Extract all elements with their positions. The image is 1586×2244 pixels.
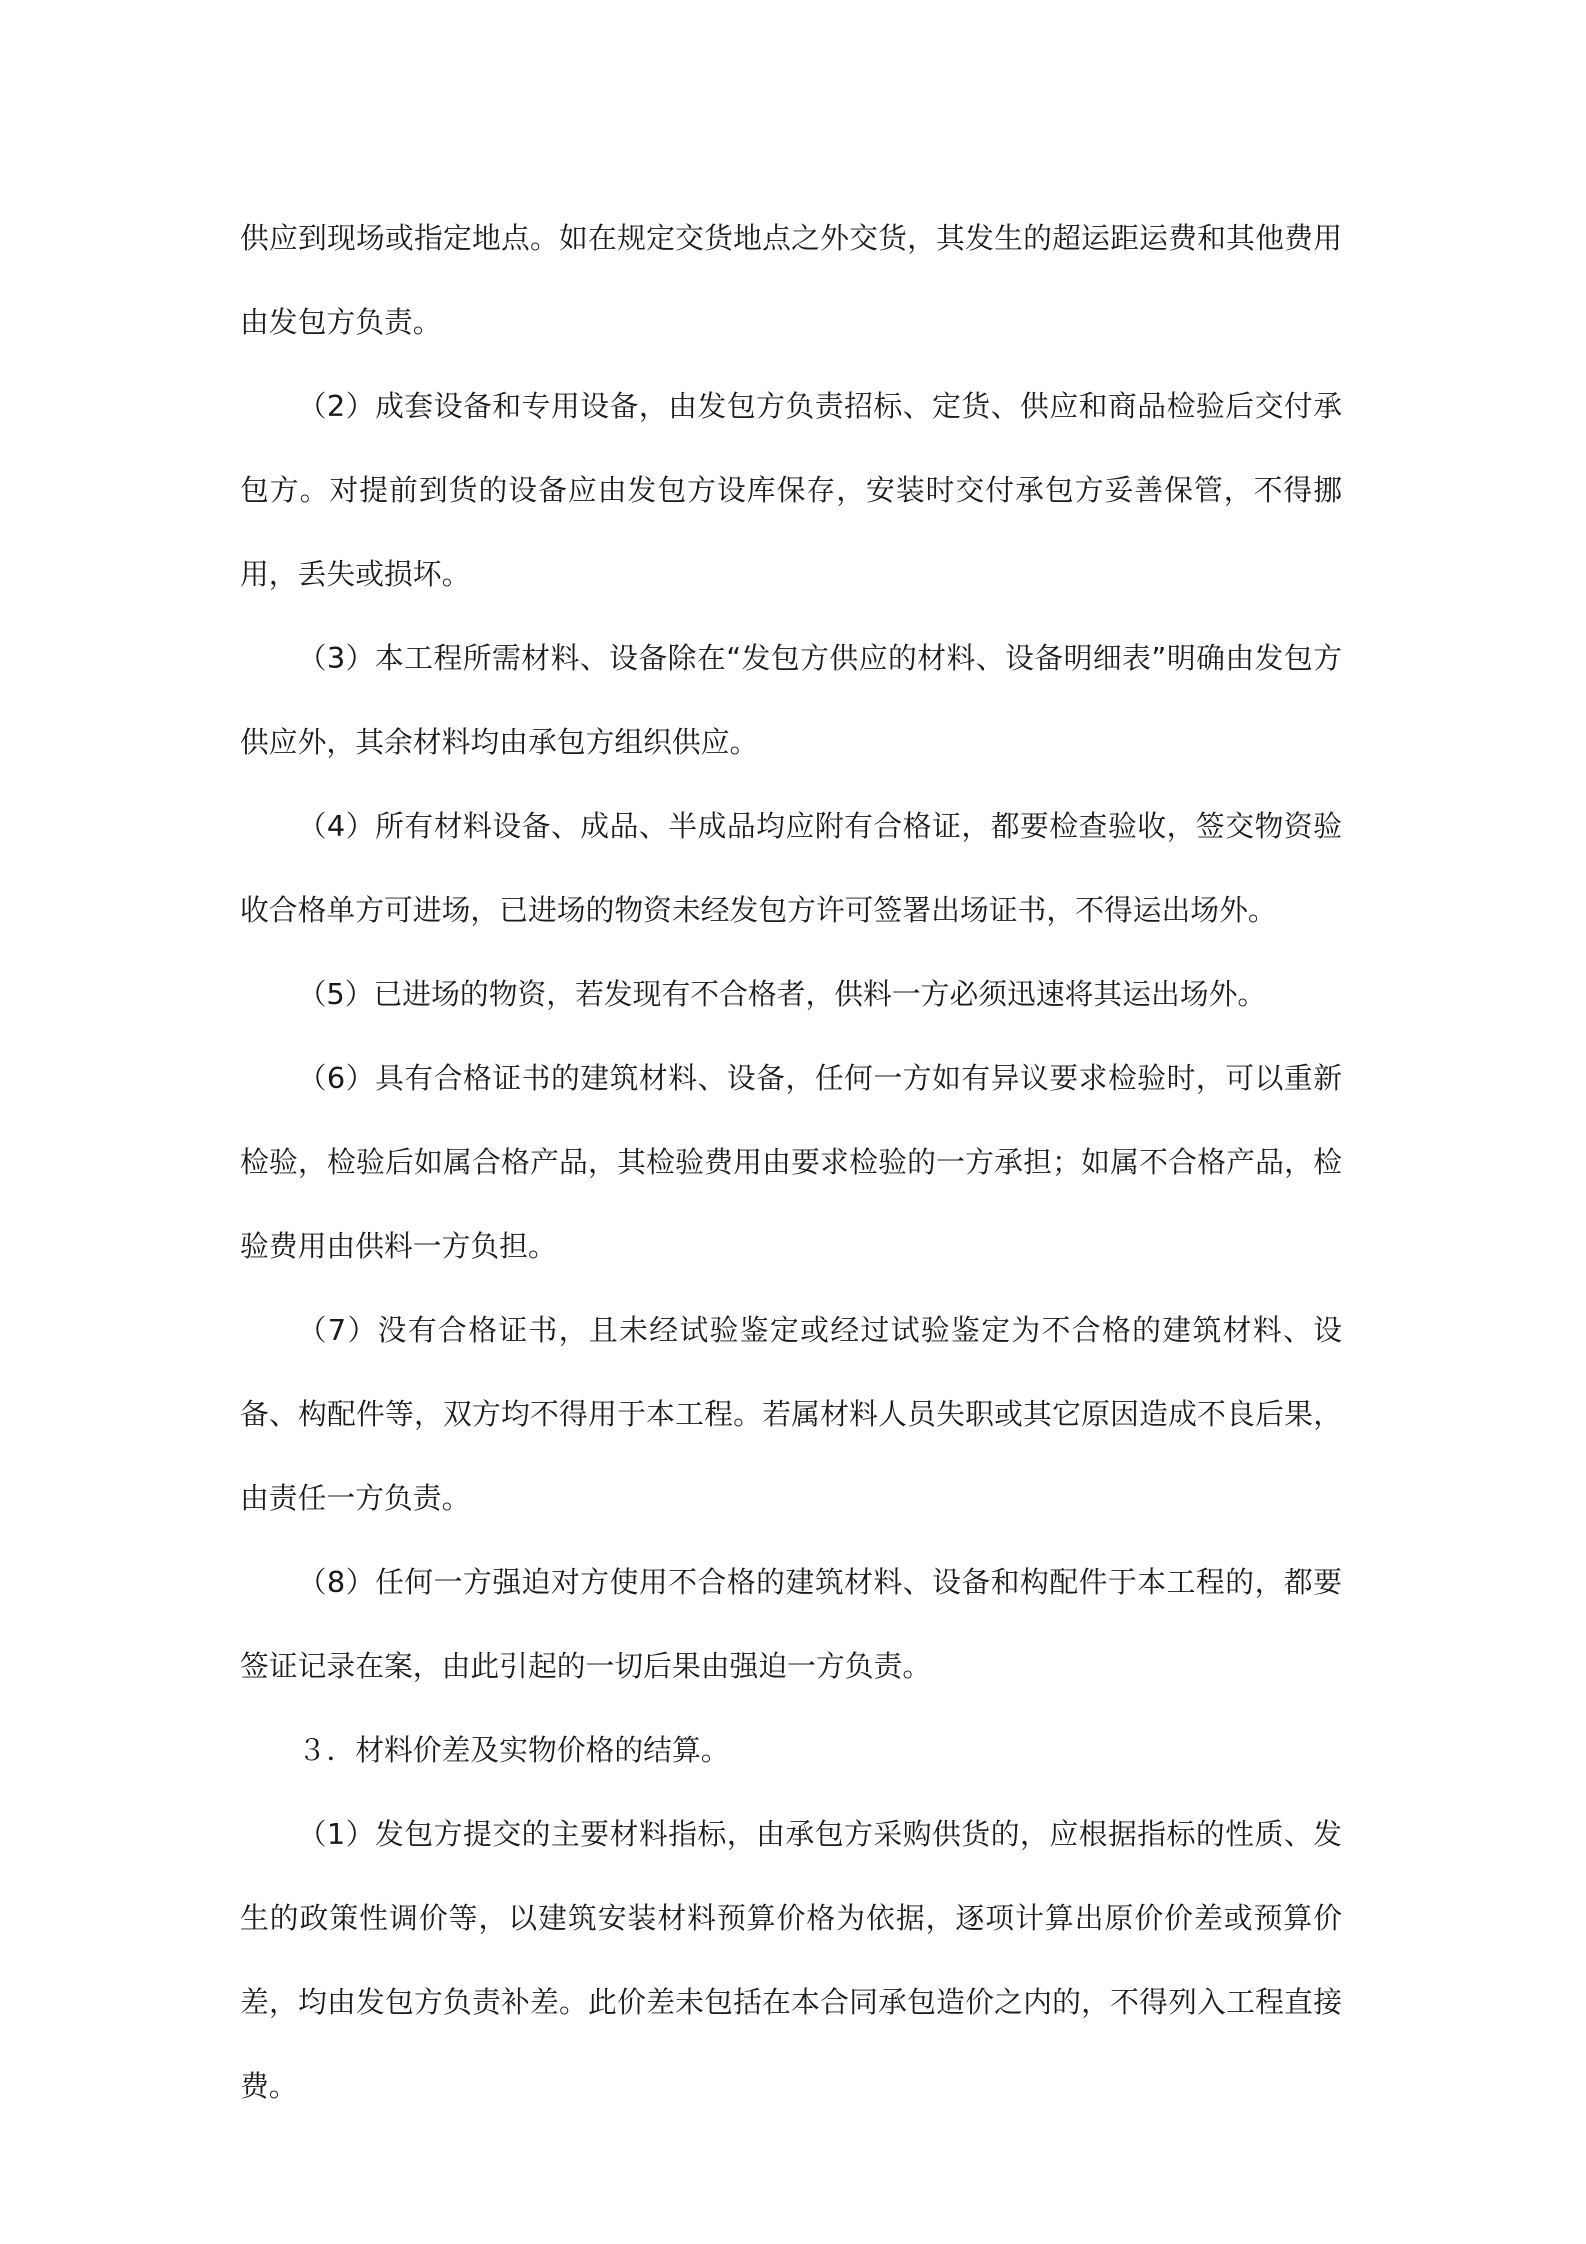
paragraph-item-3: （3）本工程所需材料、设备除在“发包方供应的材料、设备明细表”明确由发包方供应外，其余材料均由承包方组织供应。 (240, 641, 1342, 759)
paragraph-item-2: （2）成套设备和专用设备，由发包方负责招标、定货、供应和商品检验后交付承包方。对提前到货的设备应由发包方设库保存，安装时交付承包方妥善保管，不得挪用，丢失或损坏。 (240, 389, 1342, 591)
paragraph-item-6: （6）具有合格证书的建筑材料、设备，任何一方如有异议要求检验时，可以重新检验，检验后如属合格产品，其检验费用由要求检验的一方承担；如属不合格产品，检验费用由供料一方负担。 (240, 1061, 1342, 1263)
paragraph-item-7: （7）没有合格证书，且未经试验鉴定或经过试验鉴定为不合格的建筑材料、设备、构配件等，双方均不得用于本工程。若属材料人员失职或其它原因造成不良后果，由责任一方负责。 (240, 1313, 1342, 1515)
paragraph-section3-item-1: （1）发包方提交的主要材料指标，由承包方采购供货的，应根据指标的性质、发生的政策性调价等，以建筑安装材料预算价格为依据，逐项计算出原价价差或预算价差，均由发包方负责补差。此价差未包括在本合同承包造价之内的，不得列入工程直接费。 (240, 1817, 1342, 2103)
paragraph-continued: 供应到现场或指定地点。如在规定交货地点之外交货，其发生的超运距运费和其他费用由发包方负责。 (240, 221, 1342, 339)
paragraph-item-8: （8）任何一方强迫对方使用不合格的建筑材料、设备和构配件于本工程的，都要签证记录在案，由此引起的一切后果由强迫一方负责。 (240, 1565, 1342, 1683)
section-heading-3: ３．材料价差及实物价格的结算。 (297, 1733, 730, 1767)
paragraph-item-5: （5）已进场的物资，若发现有不合格者，供料一方必须迅速将其运出场外。 (297, 977, 1267, 1011)
paragraph-item-4: （4）所有材料设备、成品、半成品均应附有合格证，都要检查验收，签交物资验收合格单方可进场，已进场的物资未经发包方许可签署出场证书，不得运出场外。 (240, 809, 1342, 927)
document-body (240, 196, 1342, 2128)
